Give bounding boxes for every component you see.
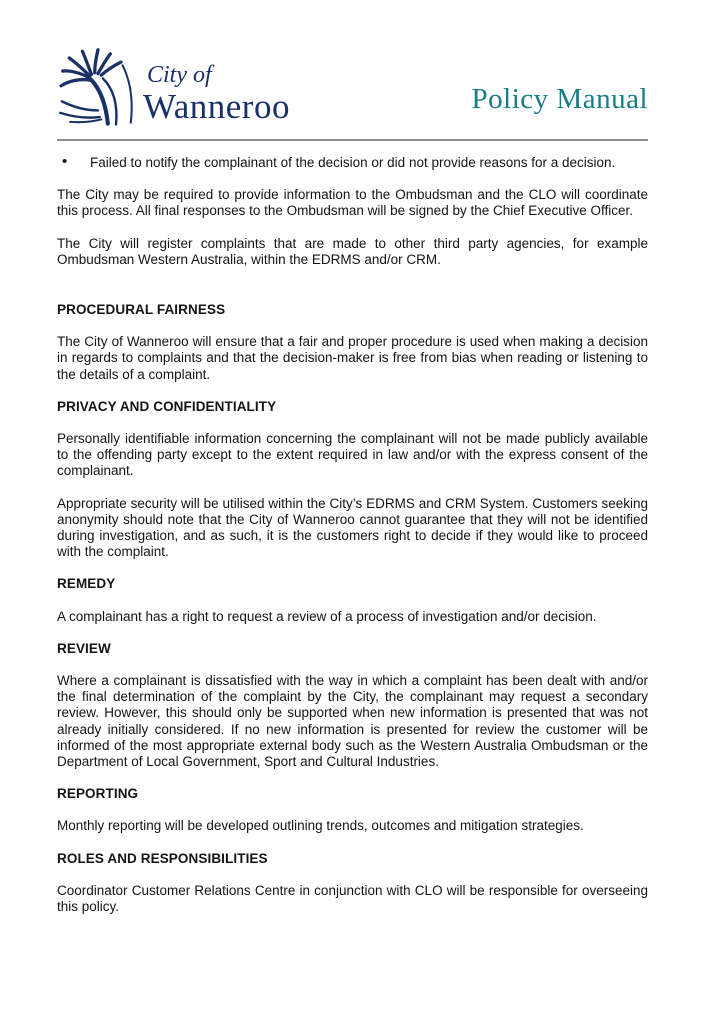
paragraph-roles-and-responsibilities: Coordinator Customer Relations Centre in conjunction with CLO will be responsible for overseeing this policy. — [57, 882, 648, 915]
logo-wordmark — [143, 63, 290, 126]
paragraph-procedural-fairness: The City of Wanneroo will ensure that a fair and proper procedure is used when making a decision in regards to complaints and that the decision-maker is free from bias when reading or listening to the details of a complaint. — [57, 334, 648, 382]
page-title: Policy Manual — [471, 83, 648, 115]
heading-review: REVIEW — [57, 640, 111, 656]
paragraph-privacy-security: Appropriate security will be utilised within the City’s EDRMS and CRM System. Customers seeking anonymity should note that the City of Wanneroo cannot guarantee that they will not be identified during investigation, and as such, it is the customers right to decide if they would like to proceed with the complaint. — [57, 495, 648, 560]
heading-procedural-fairness: PROCEDURAL FAIRNESS — [57, 302, 226, 318]
paragraph-review: Where a complainant is dissatisfied with the way in which a complaint has been dealt with and/or the final determination of the complaint by the City, the complainant may request a secondary review. However, this should only be supported when new information is presented that was not already initially considered. If no new information is presented for review the customer will be informed of the most appropriate external body such as the Western Australia Ombudsman or the Department of Local Government, Sport and Cultural Industries. — [57, 673, 648, 770]
heading-remedy: REMEDY — [57, 576, 116, 592]
paragraph-privacy-identifiable-info: Personally identifiable information concerning the complainant will not be made publicly available to the offending party except to the extent required in law and/or with the express consent of the complainant. — [57, 431, 648, 479]
logo-wanneroo: Wanneroo — [143, 87, 290, 126]
bullet-list — [57, 155, 648, 171]
kangaroo-paw-icon — [57, 44, 139, 126]
logo-city-of: City of — [147, 62, 212, 88]
paragraph-remedy: A complainant has a right to request a review of a process of investigation and/or decision. — [57, 608, 597, 624]
paragraph-reporting: Monthly reporting will be developed outlining trends, outcomes and mitigation strategies. — [57, 818, 584, 834]
header-divider — [57, 139, 648, 141]
city-of-wanneroo-logo — [57, 44, 290, 126]
document-body — [57, 155, 648, 915]
heading-roles-and-responsibilities: ROLES AND RESPONSIBILITIES — [57, 850, 268, 866]
heading-privacy-and-confidentiality: PRIVACY AND CONFIDENTIALITY — [57, 398, 277, 414]
document-header — [57, 42, 648, 126]
heading-reporting: REPORTING — [57, 786, 139, 802]
paragraph-ombudsman-information: The City may be required to provide information to the Ombudsman and the CLO will coordinate this process. All final responses to the Ombudsman will be signed by the Chief Executive Officer. — [57, 187, 648, 219]
paragraph-register-complaints: The City will register complaints that are made to other third party agencies, for example Ombudsman Western Australia, within the EDRMS and/or CRM. — [57, 235, 648, 267]
list-item: • Failed to notify the complainant of the decision or did not provide reasons for a decision. — [57, 155, 648, 171]
